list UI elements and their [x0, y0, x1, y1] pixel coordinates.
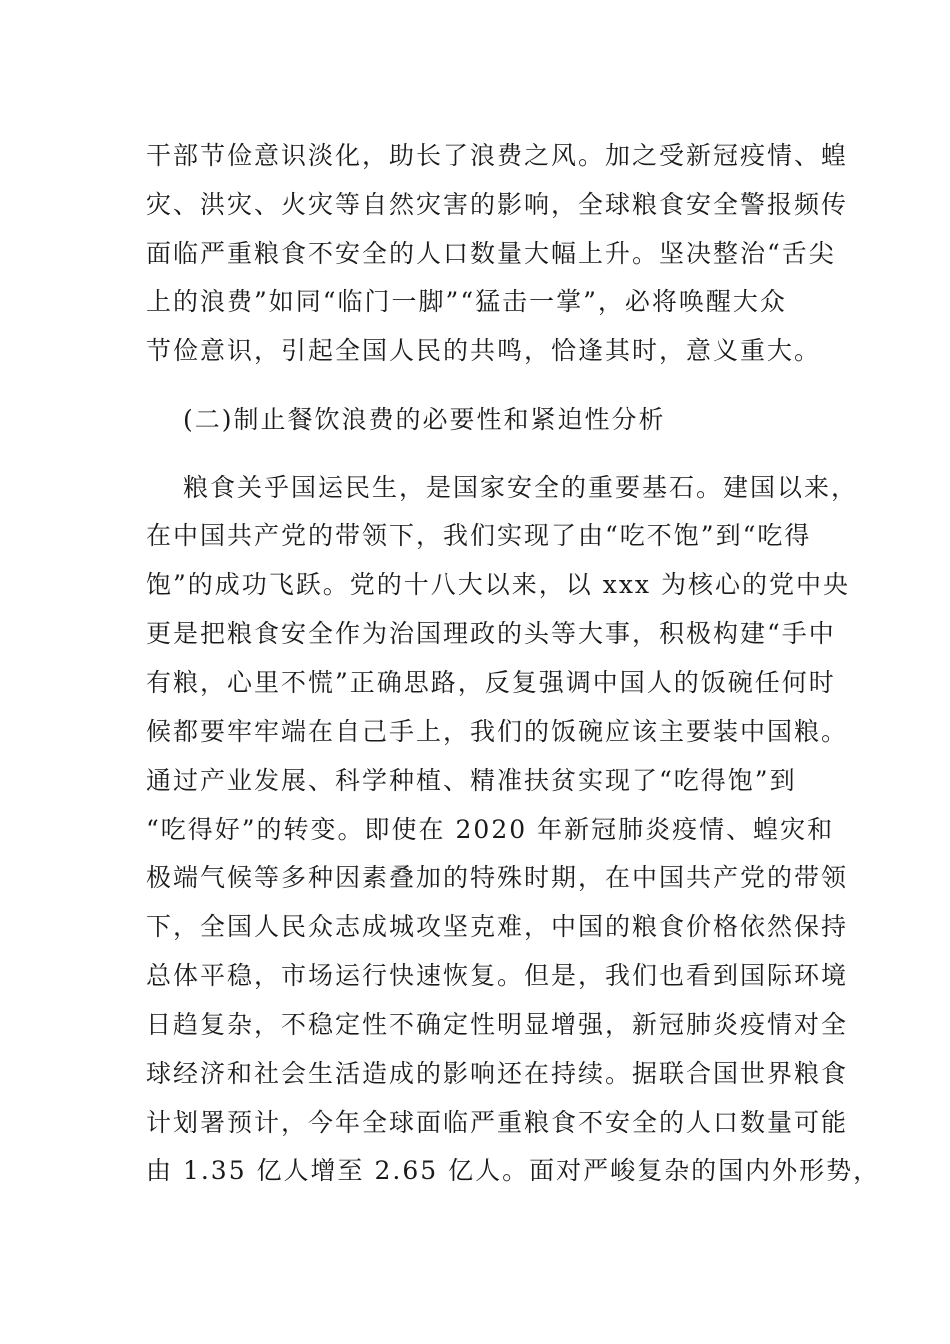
paragraph-line: 灾、洪灾、火灾等自然灾害的影响，全球粮食安全警报频传 — [146, 190, 849, 219]
paragraph-line: 粮食关乎国运民生，是国家安全的重要基石。建国以来， — [183, 473, 859, 502]
paragraph-line: 上的浪费”如同“临门一脚”“猛击一掌”，必将唤醒大众 — [146, 287, 787, 316]
paragraph-line: 下，全国人民众志成城攻坚克难，中国的粮食价格依然保持 — [146, 912, 849, 941]
paragraph-line: 日趋复杂，不稳定性不确定性明显增强，新冠肺炎疫情对全 — [146, 1010, 849, 1039]
paragraph-line: 面临严重粮食不安全的人口数量大幅上升。坚决整治“舌尖 — [146, 239, 836, 268]
paragraph-line: 极端气候等多种因素叠加的特殊时期，在中国共产党的带领 — [146, 863, 849, 892]
section-heading: (二)制止餐饮浪费的必要性和紧迫性分析 — [183, 405, 666, 434]
paragraph-line: 候都要牢牢端在自己手上，我们的饭碗应该主要装中国粮。 — [146, 717, 849, 746]
paragraph-line: 有粮，心里不慌”正确思路，反复强调中国人的饭碗任何时 — [146, 668, 836, 697]
paragraph-line: 由 1.35 亿人增至 2.65 亿人。面对严峻复杂的国内外形势， — [146, 1156, 881, 1185]
paragraph-line: 通过产业发展、科学种植、精准扶贫实现了“吃得饱”到 — [146, 766, 797, 795]
paragraph-line: 在中国共产党的带领下，我们实现了由“吃不饱”到“吃得 — [146, 521, 812, 550]
paragraph-line: 总体平稳，市场运行快速恢复。但是，我们也看到国际环境 — [146, 961, 849, 990]
paragraph-line: 干部节俭意识淡化，助长了浪费之风。加之受新冠疫情、蝗 — [146, 141, 849, 170]
paragraph-line: 饱”的成功飞跃。党的十八大以来，以 xxx 为核心的党中央 — [146, 570, 850, 599]
paragraph-line: “吃得好”的转变。即使在 2020 年新冠肺炎疫情、蝗灾和 — [146, 815, 835, 844]
paragraph-line: 节俭意识，引起全国人民的共鸣，恰逢其时，意义重大。 — [146, 336, 822, 365]
paragraph-line: 更是把粮食安全作为治国理政的头等大事，积极构建“手中 — [146, 619, 836, 648]
paragraph-line: 球经济和社会生活造成的影响还在持续。据联合国世界粮食 — [146, 1059, 849, 1088]
paragraph-line: 计划署预计，今年全球面临严重粮食不安全的人口数量可能 — [146, 1108, 849, 1137]
